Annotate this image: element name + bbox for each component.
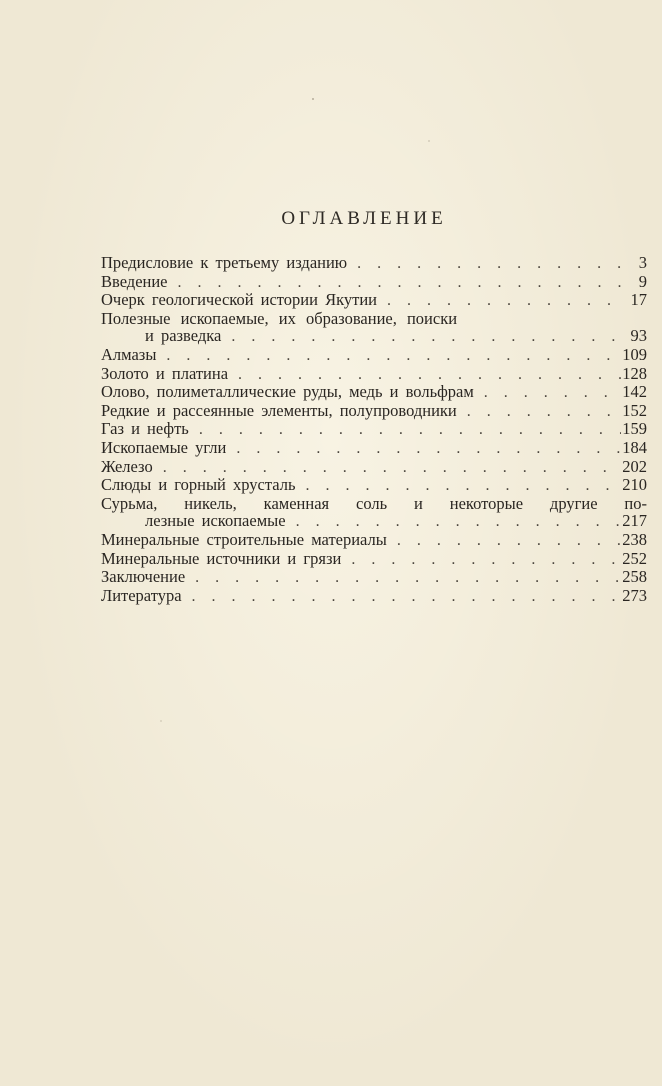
toc-entry-page: 210	[622, 475, 647, 495]
dot-leader	[185, 569, 621, 587]
dot-leader	[182, 588, 621, 606]
dot-leader	[168, 274, 621, 292]
dot-leader	[153, 459, 621, 477]
toc-entry-page: 9	[638, 271, 647, 291]
dot-leader	[156, 347, 621, 365]
toc-entry	[101, 476, 647, 495]
toc-heading: ОГЛАВЛЕНИЕ	[281, 208, 447, 229]
toc-entry	[101, 383, 647, 402]
toc-entry	[101, 495, 647, 513]
dot-leader	[347, 255, 621, 273]
toc-entry	[101, 402, 647, 421]
dot-leader	[228, 366, 621, 384]
toc-entry-title: Минеральные строительные материалы	[101, 529, 387, 549]
toc-entry	[101, 458, 647, 477]
dot-leader	[296, 477, 621, 495]
toc-entry-page: 128	[622, 363, 647, 383]
dot-leader	[221, 328, 621, 346]
paper-speck	[312, 98, 314, 100]
toc-entry	[101, 587, 647, 606]
toc-entry-title: Литература	[101, 585, 182, 605]
dot-leader	[286, 513, 621, 531]
toc-entry-page: 202	[622, 456, 647, 476]
toc-entry-page: 258	[622, 567, 647, 587]
toc-entry-title: Редкие и рассеянные элементы, полупроводники	[101, 400, 457, 420]
toc-entry-title: Сурьма, никель, каменная соль и некоторые другие по-	[101, 493, 647, 513]
toc-entry	[101, 550, 647, 569]
toc-entry-title: Ископаемые угли	[101, 437, 227, 457]
toc-entry	[101, 346, 647, 365]
toc-entry	[101, 365, 647, 384]
toc-entry-title: Золото и платина	[101, 363, 229, 383]
toc-entry-page: 159	[622, 419, 647, 439]
toc-entry	[101, 310, 647, 328]
toc-entry-page: 238	[622, 529, 647, 549]
toc-entry-title: Алмазы	[101, 344, 157, 364]
toc-entry-title: Слюды и горный хрусталь	[101, 475, 296, 495]
toc-entry-page: 252	[622, 548, 647, 568]
toc-entry-title: Введение	[101, 271, 168, 291]
paper-speck	[428, 140, 430, 142]
toc-entry-page: 17	[630, 290, 647, 310]
toc-entry-title: Газ и нефть	[101, 419, 189, 439]
toc-entry	[101, 531, 647, 550]
toc-entry-page: 109	[622, 344, 647, 364]
toc-entry-title: лезные ископаемые	[145, 511, 286, 531]
toc-entry-title: Заключение	[101, 567, 186, 587]
dot-leader	[189, 421, 621, 439]
toc-entry-title: и разведка	[145, 326, 222, 346]
toc-entry-page: 217	[622, 511, 647, 531]
toc-entry-page: 184	[622, 437, 647, 457]
toc-entry	[101, 420, 647, 439]
dot-leader	[457, 403, 621, 421]
toc-entry-title: Предисловие к третьему изданию	[101, 253, 348, 272]
toc-entry-page: 273	[622, 585, 647, 605]
toc-entry	[101, 291, 647, 310]
table-of-contents	[101, 254, 647, 605]
toc-entry-page: 142	[622, 382, 647, 402]
toc-entry	[101, 273, 647, 292]
toc-entry-title: Очерк геологической истории Якутии	[101, 290, 377, 310]
toc-entry-page: 93	[630, 326, 647, 346]
toc-entry-title: Олово, полиметаллические руды, медь и вольфрам	[101, 382, 474, 402]
toc-entry-title: Минеральные источники и грязи	[101, 548, 342, 568]
dot-leader	[377, 292, 621, 310]
toc-entry-title: Полезные ископаемые, их образование, поиски	[101, 308, 458, 328]
toc-entry-continuation	[101, 327, 647, 346]
dot-leader	[226, 440, 621, 458]
toc-entry	[101, 568, 647, 587]
toc-entry	[101, 439, 647, 458]
toc-entry	[101, 254, 647, 273]
toc-entry-page: 152	[622, 400, 647, 420]
toc-entry-continuation	[101, 512, 647, 531]
paper-speck	[160, 720, 162, 722]
dot-leader	[474, 384, 621, 402]
dot-leader	[387, 532, 621, 550]
toc-entry-title: Железо	[101, 456, 153, 476]
toc-entry-page: 3	[638, 253, 647, 272]
dot-leader	[341, 551, 621, 569]
